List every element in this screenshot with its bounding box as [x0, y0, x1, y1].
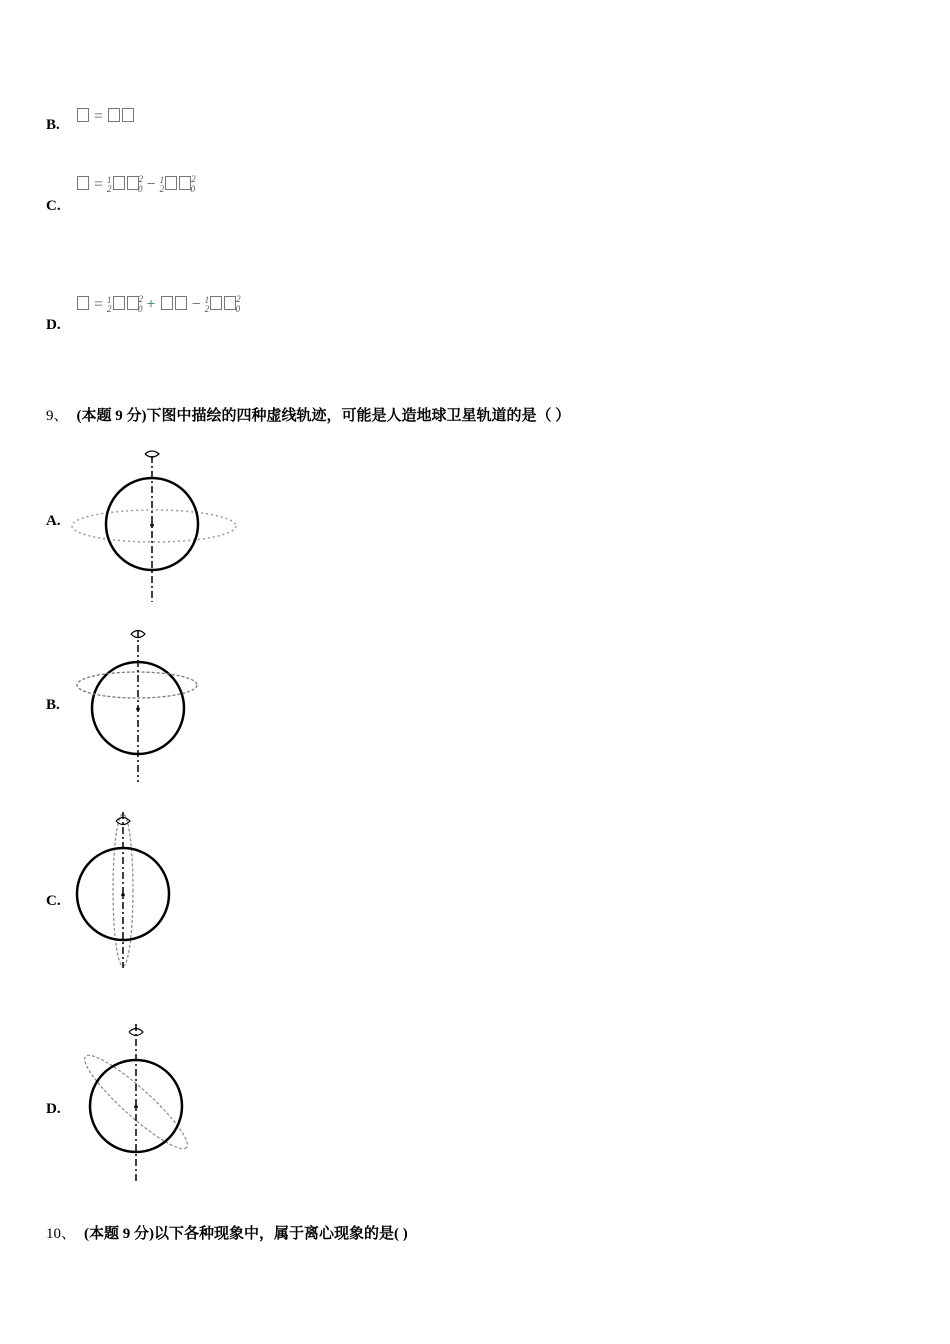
option-d-letter: D.	[46, 317, 61, 333]
q9-option-c-letter: C.	[46, 893, 61, 909]
q9-option-a-figure	[70, 444, 245, 604]
q9-option-c-figure	[72, 808, 182, 973]
option-d-formula: = 1 $2^2_0$ + − 1 $2^2_0$	[76, 294, 240, 314]
option-b-letter: B.	[46, 117, 60, 133]
question-9-text: (本题 9 分)下图中描绘的四种虚线轨迹，可能是人造地球卫星轨道的是（ ）	[76, 408, 571, 424]
question-9-number: 9、	[46, 408, 69, 424]
option-b-formula: =	[76, 108, 135, 126]
q9-option-d-figure	[74, 1020, 199, 1185]
q9-option-a-letter: A.	[46, 513, 61, 529]
option-c-letter: C.	[46, 198, 61, 214]
q9-option-b-figure	[72, 624, 207, 784]
q9-option-b-letter: B.	[46, 697, 60, 713]
q9-option-d-letter: D.	[46, 1101, 61, 1117]
question-10	[46, 1222, 408, 1243]
question-10-text: (本题 9 分)以下各种现象中，属于离心现象的是( )	[84, 1226, 408, 1242]
question-9	[46, 404, 570, 425]
option-c-formula: = 1 $2^2_0 - 1$ $2^2_0$	[76, 174, 195, 194]
question-10-number: 10、	[46, 1226, 77, 1242]
